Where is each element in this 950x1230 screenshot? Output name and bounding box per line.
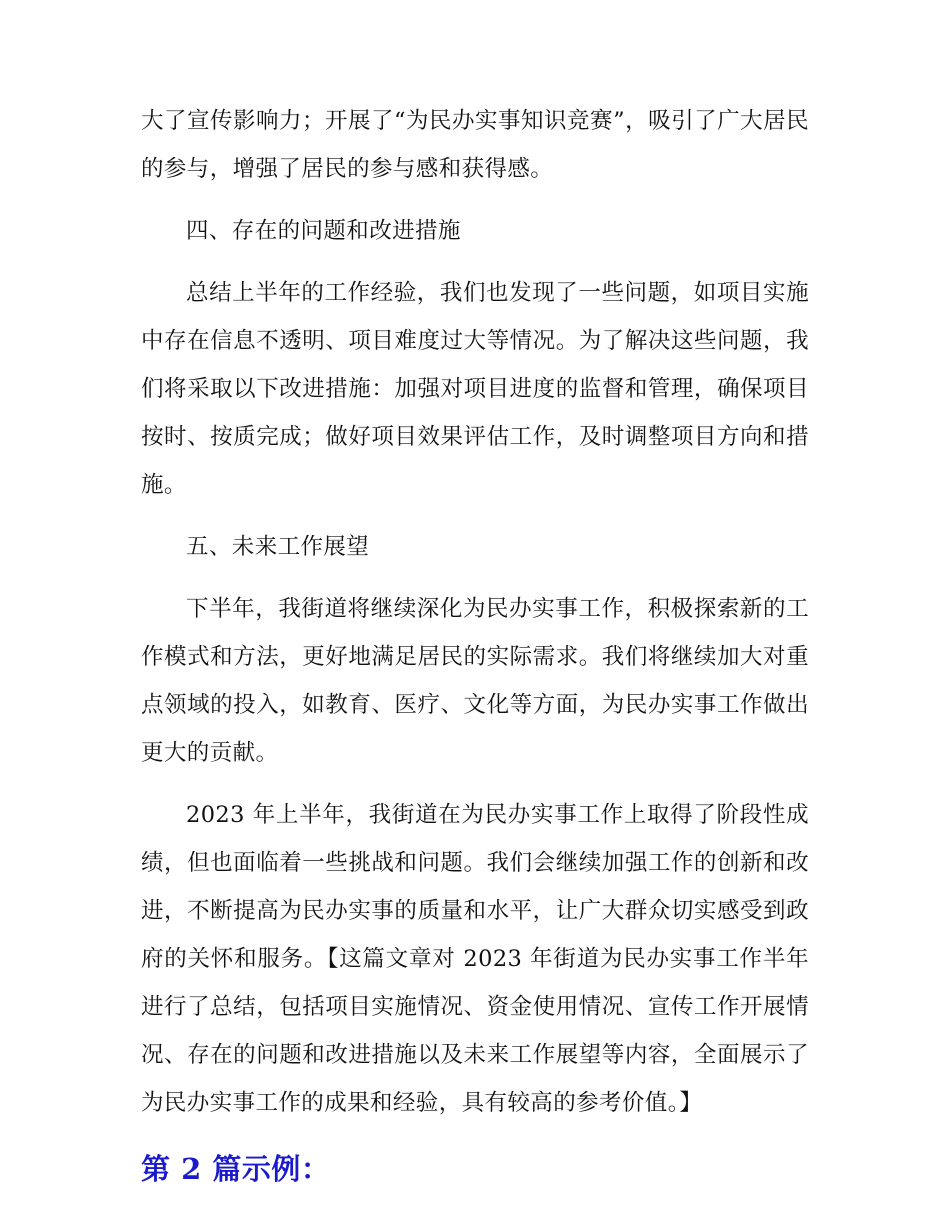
paragraph-summary: 2023 年上半年，我街道在为民办实事工作上取得了阶段性成绩，但也面临着一些挑战和问题。我们会继续加强工作的创新和改进，不断提高为民办实事的质量和水平，让广大群众切实感受到政府的关怀和服务。【这篇文章对 2023 年街道为民办实事工作半年进行了总结，包括项目实施情况、资金使用情况、宣传工作开展情况、存在的问题和改进措施以及未来工作展望等内容，全面展示了为民办实事工作的成果和经验，具有较高的参考价值。】: [141, 802, 809, 1116]
paragraph-continuation: 大了宣传影响力；开展了“为民办实事知识竞赛”，吸引了广大居民的参与，增强了居民的参与感和获得感。: [141, 108, 809, 182]
paragraph-problems: 总结上半年的工作经验，我们也发现了一些问题，如项目实施中存在信息不透明、项目难度过大等情况。为了解决这些问题，我们将采取以下改进措施：加强对项目进度的监督和管理，确保项目按时、按质完成；做好项目效果评估工作，及时调整项目方向和措施。: [141, 280, 809, 498]
section-heading-problems: 四、存在的问题和改进措施: [186, 218, 461, 244]
paragraph-outlook: 下半年，我街道将继续深化为民办实事工作，积极探索新的工作模式和方法，更好地满足居民的实际需求。我们将继续加大对重点领域的投入，如教育、医疗、文化等方面，为民办实事工作做出更大的贡献。: [141, 596, 809, 766]
example-heading: 第 2 篇示例：: [141, 1152, 331, 1186]
section-heading-outlook: 五、未来工作展望: [186, 534, 370, 560]
document-page: [141, 97, 809, 1194]
